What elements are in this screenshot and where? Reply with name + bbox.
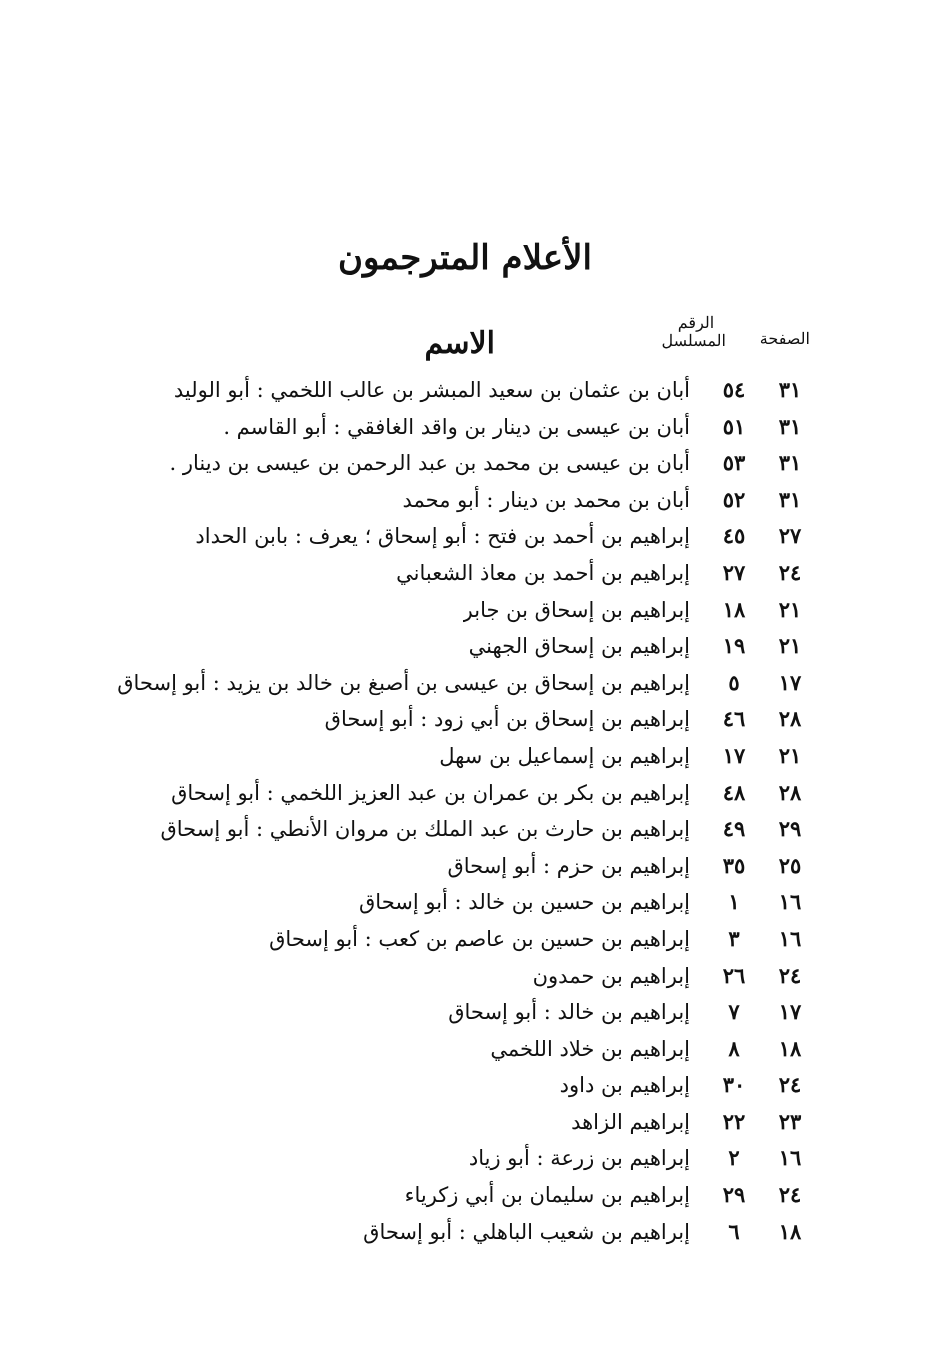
entry-name: إبراهيم بن إسحاق بن أبي زود : أبو إسحاق	[324, 707, 690, 732]
serial-header-line-2: المسلسل	[661, 331, 726, 350]
entry-row	[0, 372, 930, 409]
entry-row	[0, 884, 930, 921]
entry-page-number: ١٦	[778, 925, 802, 951]
entry-row	[0, 921, 930, 958]
entry-row	[0, 628, 930, 665]
table-header	[0, 312, 930, 372]
entry-serial-number: ٣	[728, 925, 740, 951]
entry-page-number: ١٨	[778, 1218, 802, 1244]
entry-row	[0, 701, 930, 738]
page-title: الأعلام المترجمون	[338, 238, 592, 278]
name-column-header: الاسم	[424, 326, 495, 361]
entry-name: إبراهيم الزاهد	[571, 1109, 690, 1134]
entry-page-number: ٢١	[778, 633, 802, 659]
entry-name: إبراهيم بن حسين بن خالد : أبو إسحاق	[359, 890, 690, 915]
entry-row	[0, 1214, 930, 1251]
entry-serial-number: ١٧	[722, 742, 746, 768]
entry-name: إبراهيم بن حزم : أبو إسحاق	[447, 853, 690, 878]
entry-row	[0, 665, 930, 702]
entry-serial-number: ٦	[728, 1218, 740, 1244]
entry-row	[0, 592, 930, 629]
entry-name: أبان بن عثمان بن سعيد المبشر بن عالب اللخمي : أبو الوليد	[173, 378, 690, 402]
entry-serial-number: ٢٩	[722, 1182, 746, 1208]
entry-row	[0, 1031, 930, 1068]
entry-page-number: ١٦	[778, 889, 802, 915]
entry-name: إبراهيم بن زرعة : أبو زياد	[468, 1146, 690, 1171]
entry-name: إبراهيم بن إسحاق بن عيسى بن أصبغ بن خالد بن يزيد : أبو إسحاق	[117, 670, 690, 695]
entry-serial-number: ٢٦	[722, 962, 746, 988]
entry-row	[0, 1067, 930, 1104]
entry-serial-number: ٤٨	[722, 779, 746, 805]
entry-name: أبان بن محمد بن دينار : أبو محمد	[402, 487, 690, 512]
entry-name: إبراهيم بن حارث بن عبد الملك بن مروان الأنطي : أبو إسحاق	[160, 817, 690, 842]
entry-row	[0, 1177, 930, 1214]
entry-page-number: ٢٥	[778, 852, 802, 878]
entry-name: إبراهيم بن حمدون	[532, 963, 690, 988]
entry-serial-number: ٤٩	[722, 816, 746, 842]
entries-list	[0, 372, 930, 1250]
entry-name: إبراهيم بن حسين بن عاصم بن كعب : أبو إسحاق	[269, 926, 690, 951]
entry-page-number: ٢٨	[778, 706, 802, 732]
entry-serial-number: ٥٤	[722, 377, 746, 402]
entry-name: إبراهيم بن إسحاق بن جابر	[462, 597, 690, 622]
entry-serial-number: ٣٥	[722, 852, 746, 878]
entry-row	[0, 738, 930, 775]
entry-page-number: ٣١	[778, 377, 802, 402]
entry-page-number: ٢١	[778, 596, 802, 622]
entry-page-number: ٢٤	[778, 1072, 802, 1098]
entry-name: إبراهيم بن داود	[559, 1073, 690, 1098]
entry-serial-number: ٢	[728, 1145, 740, 1171]
entry-serial-number: ٨	[728, 1035, 740, 1061]
entry-serial-number: ٢٢	[722, 1108, 746, 1134]
entry-page-number: ١٧	[778, 669, 802, 695]
entry-page-number: ٢١	[778, 742, 802, 768]
entry-row	[0, 445, 930, 482]
entry-page-number: ٢٤	[778, 559, 802, 585]
entry-serial-number: ٥١	[722, 413, 746, 439]
entry-serial-number: ٤٦	[722, 706, 746, 732]
entry-name: إبراهيم بن سليمان بن أبي زكرياء	[404, 1183, 690, 1208]
entry-name: إبراهيم بن خالد : أبو إسحاق	[448, 1000, 690, 1025]
entry-row	[0, 518, 930, 555]
serial-header-line-1: الرقم	[677, 313, 715, 332]
entry-serial-number: ١	[728, 889, 740, 915]
entry-serial-number: ٧	[728, 999, 740, 1025]
entry-name: إبراهيم بن أحمد بن فتح : أبو إسحاق ؛ يعرف : بابن الحداد	[195, 524, 690, 549]
entry-name: إبراهيم بن بكر بن عمران بن عبد العزيز اللخمي : أبو إسحاق	[171, 780, 690, 805]
entry-row	[0, 994, 930, 1031]
entry-name: إبراهيم بن أحمد بن معاذ الشعباني	[396, 560, 690, 585]
entry-row	[0, 1104, 930, 1141]
entry-serial-number: ٣٠	[722, 1072, 746, 1098]
entry-name: إبراهيم بن شعيب الباهلي : أبو إسحاق	[363, 1219, 690, 1244]
entry-row	[0, 1140, 930, 1177]
page-column-header: الصفحة	[759, 329, 810, 348]
entry-page-number: ٣١	[778, 486, 802, 512]
entry-row	[0, 958, 930, 995]
entry-name: أبان بن عيسى بن دينار بن واقد الغافقي : أبو القاسم .	[223, 414, 690, 439]
entry-serial-number: ١٨	[722, 596, 746, 622]
entry-row	[0, 482, 930, 519]
entry-page-number: ١٧	[778, 999, 802, 1025]
entry-row	[0, 811, 930, 848]
entry-page-number: ٢٤	[778, 1182, 802, 1208]
entry-page-number: ٢٣	[778, 1108, 802, 1134]
entry-page-number: ٢٩	[778, 816, 802, 842]
entry-page-number: ١٨	[778, 1035, 802, 1061]
entry-serial-number: ١٩	[722, 633, 746, 659]
serial-column-header	[661, 313, 726, 350]
entry-serial-number: ٥٣	[722, 450, 746, 476]
entry-page-number: ٣١	[778, 413, 802, 439]
entry-name: أبان بن عيسى بن محمد بن عبد الرحمن بن عيسى بن دينار .	[169, 451, 690, 476]
entry-serial-number: ٤٥	[722, 523, 746, 549]
entry-row	[0, 409, 930, 446]
entry-page-number: ٢٧	[778, 523, 802, 549]
entry-name: إبراهيم بن خلاد اللخمي	[490, 1036, 690, 1061]
entry-row	[0, 848, 930, 885]
entry-name: إبراهيم بن إسحاق الجهني	[468, 634, 690, 659]
entry-page-number: ١٦	[778, 1145, 802, 1171]
entry-page-number: ٢٤	[778, 962, 802, 988]
entry-page-number: ٢٨	[778, 779, 802, 805]
entry-serial-number: ٢٧	[722, 559, 746, 585]
entry-page-number: ٣١	[778, 450, 802, 476]
entry-row	[0, 775, 930, 812]
entry-row	[0, 555, 930, 592]
entry-name: إبراهيم بن إسماعيل بن سهل	[439, 743, 690, 768]
entry-serial-number: ٥٢	[722, 486, 746, 512]
entry-serial-number: ٥	[728, 669, 740, 695]
